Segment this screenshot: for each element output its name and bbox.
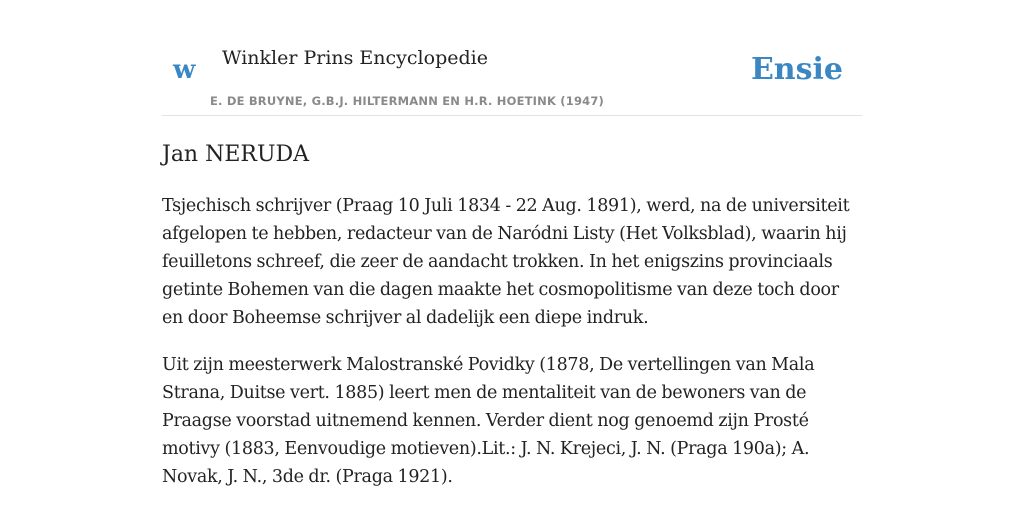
article-paragraph-1: Tsjechisch schrijver (Praag 10 Juli 1834 - 22 Aug. 1891), werd, na de universiteit afgelopen te hebben, redacteur van de Naródni Listy (Het Volksblad), waarin hij feuilletons schreef, die zeer de aandacht trokken. In het enigszins provinciaals getinte Bohemen van die dagen maakte het cosmopolitisme van deze toch door en door Boheemse schrijver al dadelijk een diepe indruk. [162,196,850,328]
encyclopedia-title[interactable]: Winkler Prins Encyclopedie [222,47,488,69]
winkler-prins-logo[interactable]: w [173,55,196,85]
ensie-logo[interactable]: Ensie [750,52,843,87]
encyclopedia-authors: E. DE BRUYNE, G.B.J. HILTERMANN EN H.R. HOETINK (1947) [210,94,605,108]
article-paragraph-2: Uit zijn meesterwerk Malostranské Povidky (1878, De vertellingen van Mala Strana, Duitse vert. 1885) leert men de mentaliteit van de bewoners van de Praagse voorstad uitnemend kennen. Verder dient nog genoemd zijn Prosté motivy (1883, Eenvoudige motieven).Lit.: J. N. Krejeci, J. N. (Praga 190a); A. Novak, J. N., 3de dr. (Praga 1921). [162,355,815,487]
encyclopedia-header [162,0,862,116]
article-title: Jan NERUDA [162,142,310,167]
